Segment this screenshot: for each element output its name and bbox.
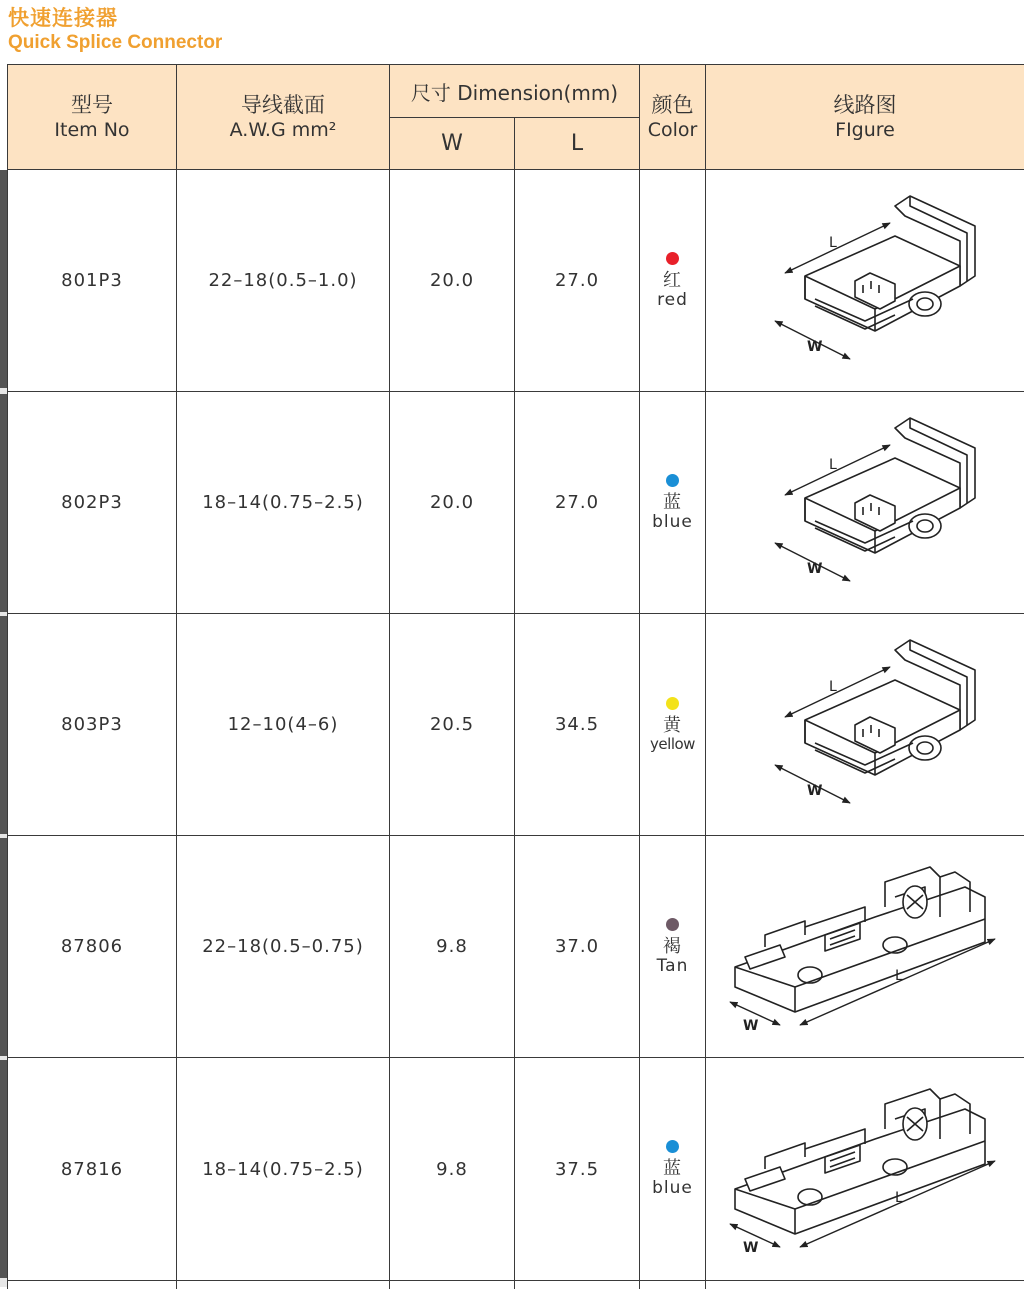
figure-label-w: W <box>807 783 823 799</box>
quick-splice-drawing <box>745 625 985 825</box>
cell-wire-size: 12–10(4–6) <box>177 614 390 836</box>
color-name-en: blue <box>640 513 705 532</box>
figure-label-l: L <box>829 235 838 251</box>
left-edge-strip <box>0 170 7 1287</box>
cell-figure <box>706 614 1024 836</box>
cell-item-no: 801P3 <box>8 170 177 392</box>
left-strip-segment <box>0 394 7 612</box>
quick-splice-drawing <box>745 181 985 381</box>
header-color <box>640 65 706 170</box>
cell-color <box>640 392 706 614</box>
header-wire-size-cn: 导线截面 <box>177 92 389 118</box>
cell-width: 9.8 <box>390 1058 515 1281</box>
table-row <box>8 392 1024 614</box>
cell-length: 27.0 <box>515 170 640 392</box>
cell-width: 20.0 <box>390 392 515 614</box>
cell-width: 9.8 <box>390 836 515 1058</box>
table-row <box>8 170 1024 392</box>
cell-figure <box>706 170 1024 392</box>
header-w: W <box>390 118 515 170</box>
header-figure-cn: 线路图 <box>706 92 1024 118</box>
color-swatch <box>666 252 679 265</box>
header-item-no-en: Item No <box>8 118 176 142</box>
cell-length: 34.5 <box>515 614 640 836</box>
cell-width: 20.5 <box>390 614 515 836</box>
color-name-cn: 褐 <box>640 937 705 957</box>
cell-length: 37.5 <box>515 1058 640 1281</box>
table-row <box>8 836 1024 1058</box>
header-figure-en: FIgure <box>706 118 1024 142</box>
cell-color <box>640 836 706 1058</box>
table-row <box>8 614 1024 836</box>
table-row <box>8 1058 1024 1281</box>
cell-wire-size: 18–14(0.75–2.5) <box>177 1058 390 1281</box>
figure-label-w: W <box>807 339 823 355</box>
color-swatch <box>666 1140 679 1153</box>
cell-color <box>640 170 706 392</box>
cell-item-no: 87806 <box>8 836 177 1058</box>
left-strip-segment <box>0 838 7 1056</box>
figure-label-l: L <box>895 1190 904 1206</box>
color-swatch <box>666 474 679 487</box>
page-title-chinese: 快速连接器 <box>8 2 118 32</box>
header-dimension: 尺寸 Dimension(mm) <box>390 65 640 118</box>
cell-color <box>640 1058 706 1281</box>
cell-wire-size: 18–14(0.75–2.5) <box>177 392 390 614</box>
figure-label-l: L <box>829 679 838 695</box>
color-name-en: Tan <box>640 957 705 976</box>
left-strip-segment <box>0 170 7 388</box>
header-wire-size-en: A.W.G mm² <box>177 118 389 142</box>
header-item-no <box>8 65 177 170</box>
color-name-en: yellow <box>640 736 705 753</box>
t-tap-drawing <box>725 847 1005 1047</box>
left-strip-segment <box>0 616 7 834</box>
color-name-en: blue <box>640 1179 705 1198</box>
figure-label-w: W <box>743 1018 759 1034</box>
figure-label-l: L <box>895 968 904 984</box>
header-color-cn: 颜色 <box>640 92 705 118</box>
figure-label-w: W <box>743 1240 759 1256</box>
cell-color <box>640 614 706 836</box>
cell-figure <box>706 836 1024 1058</box>
figure-label-w: W <box>807 561 823 577</box>
cell-item-no: 802P3 <box>8 392 177 614</box>
color-swatch <box>666 918 679 931</box>
cell-figure <box>706 392 1024 614</box>
header-color-en: Color <box>640 118 705 142</box>
header-item-no-cn: 型号 <box>8 92 176 118</box>
cell-length: 37.0 <box>515 836 640 1058</box>
left-strip-segment <box>0 1060 7 1278</box>
cell-item-no: 87816 <box>8 1058 177 1281</box>
header-l: L <box>515 118 640 170</box>
color-name-en: red <box>640 291 705 310</box>
color-name-cn: 蓝 <box>640 1159 705 1179</box>
cell-length: 27.0 <box>515 392 640 614</box>
table-row-continuation <box>8 1281 1024 1289</box>
header-wire-size <box>177 65 390 170</box>
color-swatch <box>666 697 679 710</box>
figure-label-l: L <box>829 457 838 473</box>
cell-item-no: 803P3 <box>8 614 177 836</box>
color-name-cn: 蓝 <box>640 493 705 513</box>
cell-wire-size: 22–18(0.5–0.75) <box>177 836 390 1058</box>
color-name-cn: 红 <box>640 271 705 291</box>
cell-figure <box>706 1058 1024 1281</box>
cell-wire-size: 22–18(0.5–1.0) <box>177 170 390 392</box>
quick-splice-drawing <box>745 403 985 603</box>
page-title-english: Quick Splice Connector <box>8 32 222 54</box>
spec-table <box>7 64 1024 1289</box>
t-tap-drawing <box>725 1069 1005 1269</box>
color-name-cn: 黄 <box>640 716 705 736</box>
cell-width: 20.0 <box>390 170 515 392</box>
header-figure <box>706 65 1024 170</box>
